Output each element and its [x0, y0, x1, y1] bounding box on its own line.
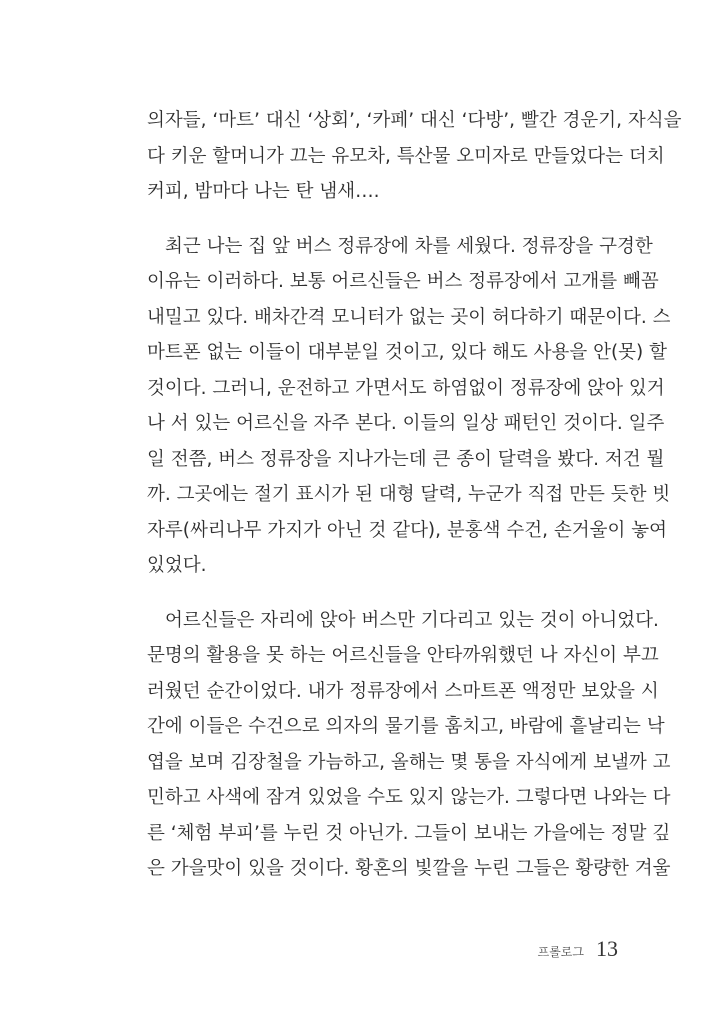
- text-line: 다 키운 할머니가 끄는 유모차, 특산물 오미자로 만들었다는 더치: [147, 145, 665, 167]
- paragraph: [147, 103, 682, 210]
- text-line: 내밀고 있다. 배차간격 모니터가 없는 곳이 허다하기 때문이다. 스: [147, 306, 671, 328]
- page-footer: [538, 936, 618, 962]
- text-line: 일 전쯤, 버스 정류장을 지나가는데 큰 종이 달력을 봤다. 저건 뭘: [147, 448, 665, 470]
- paragraph: [147, 229, 671, 584]
- page-number: 13: [596, 936, 618, 961]
- text-line: 나 서 있는 어르신을 자주 본다. 이들의 일상 패턴인 것이다. 일주: [147, 413, 665, 434]
- text-line: 자루(싸리나무 가지가 아닌 것 같다), 분홍색 수건, 손거울이 놓여: [147, 519, 668, 541]
- text-line: 엽을 보며 김장철을 가늠하고, 올해는 몇 통을 자식에게 보낼까 고: [147, 751, 671, 773]
- text-line: 있었다.: [147, 555, 207, 576]
- text-line: 민하고 사색에 잠겨 있었을 수도 있지 않는가. 그렇다면 나와는 다: [147, 787, 671, 808]
- text-line: 의자들, ‘마트’ 대신 ‘상회’, ‘카페’ 대신 ‘다방’, 빨간 경운기, 자식을: [147, 110, 682, 131]
- text-line: 문명의 활용을 못 하는 어르신들을 안타까워했던 나 자신이 부끄: [147, 645, 659, 666]
- paragraph: [147, 603, 671, 887]
- text-line: 최근 나는 집 앞 버스 정류장에 차를 세웠다. 정류장을 구경한: [165, 235, 653, 257]
- text-line: 러웠던 순간이었다. 내가 정류장에서 스마트폰 액정만 보았을 시: [147, 680, 659, 702]
- body-text: [147, 103, 682, 906]
- text-line: 어르신들은 자리에 앉아 버스만 기다리고 있는 것이 아니었다.: [165, 609, 659, 631]
- text-line: 이유는 이러하다. 보통 어르신들은 버스 정류장에서 고개를 빼꼼: [147, 271, 659, 292]
- text-line: 은 가을맛이 있을 것이다. 황혼의 빛깔을 누린 그들은 황량한 겨울: [147, 858, 671, 879]
- text-line: 커피, 밤마다 나는 탄 냄새….: [147, 181, 380, 202]
- text-line: 간에 이들은 수건으로 의자의 물기를 훔치고, 바람에 흩날리는 낙: [147, 716, 665, 737]
- text-line: 것이다. 그러니, 운전하고 가면서도 하염없이 정류장에 앉아 있거: [147, 377, 665, 399]
- running-footer-section-title: 프롤로그: [537, 945, 584, 959]
- text-line: 마트폰 없는 이들이 대부분일 것이고, 있다 해도 사용을 안(못) 할: [147, 342, 668, 363]
- text-line: 른 ‘체험 부피’를 누린 것 아닌가. 그들이 보내는 가을에는 정말 깊: [147, 822, 671, 844]
- text-line: 까. 그곳에는 절기 표시가 된 대형 달력, 누군가 직접 만든 듯한 빗: [147, 484, 671, 505]
